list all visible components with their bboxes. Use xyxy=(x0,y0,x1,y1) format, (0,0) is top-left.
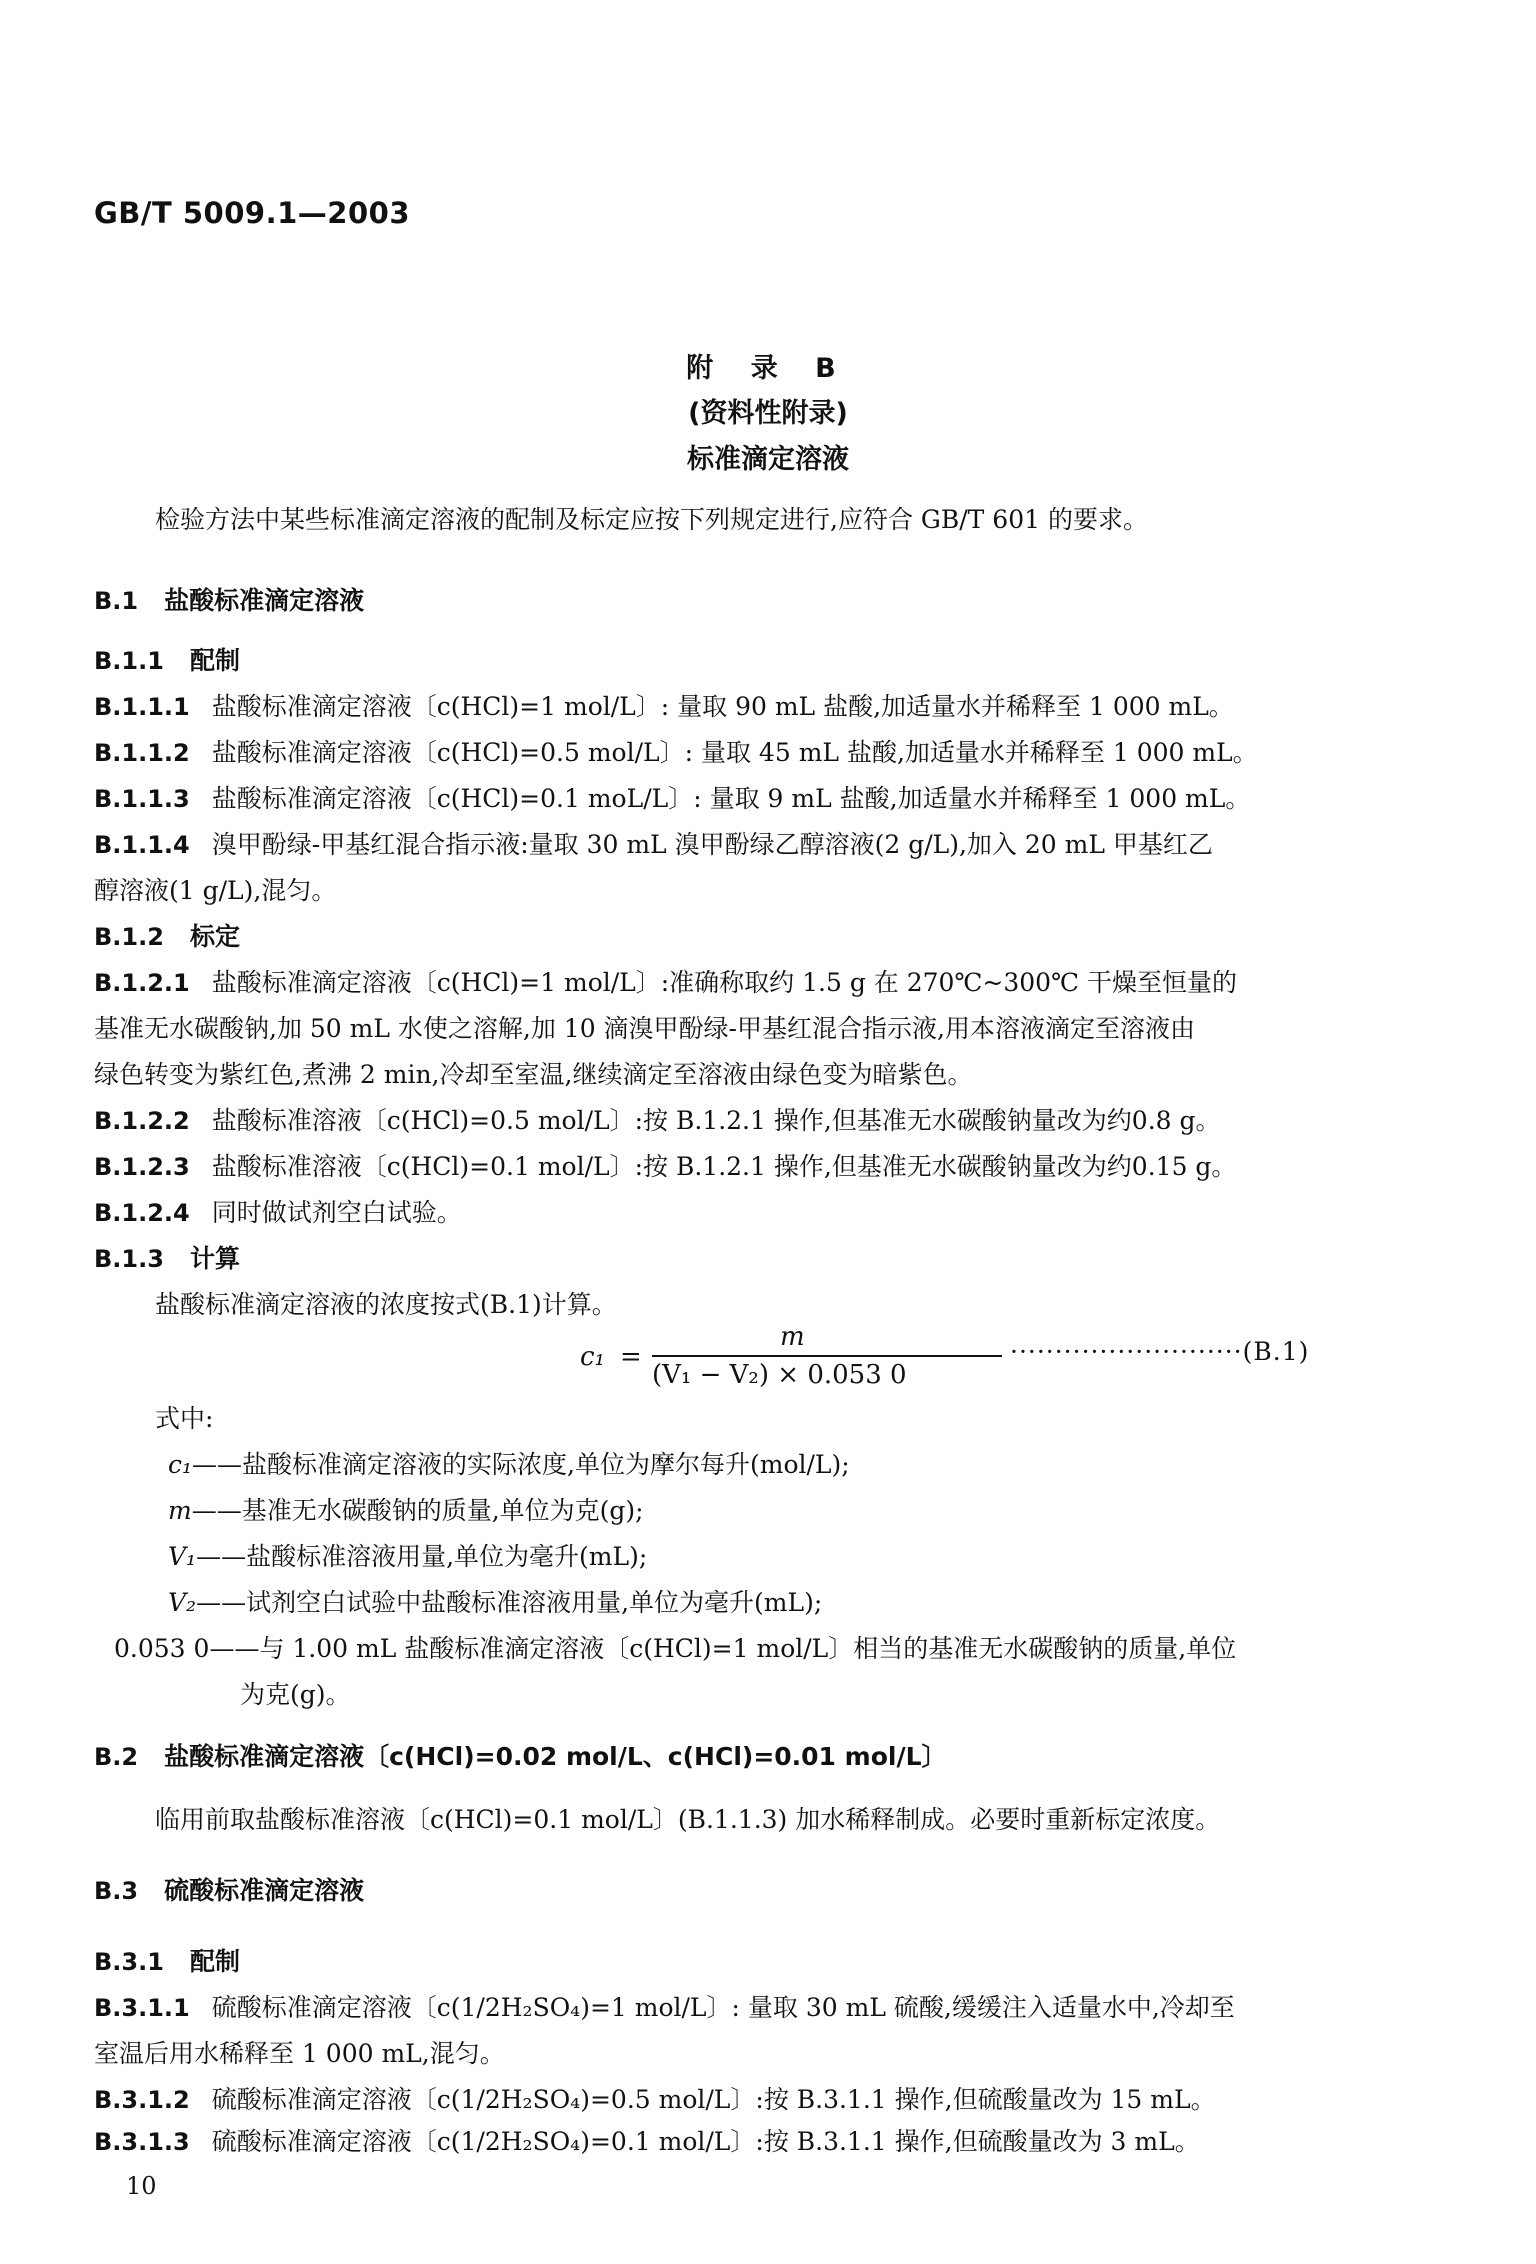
variable-v2 xyxy=(168,1586,822,1620)
section-number: B.3 xyxy=(94,1877,139,1905)
clause-text: 同时做试剂空白试验。 xyxy=(211,1198,462,1227)
section-title: 配制 xyxy=(189,1947,240,1976)
section-b1-heading xyxy=(94,584,364,618)
appendix-subtitle: (资料性附录) xyxy=(688,398,848,429)
variable-desc: ——盐酸标准溶液用量,单位为毫升(mL); xyxy=(196,1542,648,1571)
formula-numerator: m xyxy=(780,1322,805,1352)
clause-b111 xyxy=(94,690,1234,724)
clause-number: B.1.1.2 xyxy=(94,739,190,767)
where-label: 式中: xyxy=(155,1404,214,1433)
clause-number: B.3.1.1 xyxy=(94,1994,190,2022)
variable-symbol: V₂ xyxy=(168,1588,197,1617)
variable-m xyxy=(168,1494,644,1528)
clause-b121 xyxy=(94,966,1237,1000)
clause-b311-cont: 室温后用水稀释至 1 000 mL,混匀。 xyxy=(94,2039,505,2068)
variable-constant-cont: 为克(g)。 xyxy=(240,1680,351,1709)
section-b11-heading xyxy=(94,644,240,678)
variable-v1 xyxy=(168,1540,647,1574)
variable-desc: ——盐酸标准滴定溶液的实际浓度,单位为摩尔每升(mol/L); xyxy=(192,1450,850,1479)
appendix-title: 附 录 B xyxy=(686,353,850,384)
clause-b121-cont: 基准无水碳酸钠,加 50 mL 水使之溶解,加 10 滴溴甲酚绿-甲基红混合指示液,用本溶液滴定至溶液由 xyxy=(94,1014,1195,1043)
formula-lhs: c₁ xyxy=(580,1342,605,1372)
clause-number: B.1.1.3 xyxy=(94,785,190,813)
variable-constant xyxy=(114,1632,1236,1666)
section-b31-heading xyxy=(94,1945,240,1979)
fraction-bar xyxy=(652,1355,1002,1357)
section-b3-heading xyxy=(94,1874,364,1908)
variable-symbol: 0.053 0 xyxy=(114,1634,210,1663)
equation-number: ··························(B.1) xyxy=(1010,1337,1310,1366)
variable-desc: ——与 1.00 mL 盐酸标准滴定溶液〔c(HCl)=1 mol/L〕相当的基准无水碳酸钠的质量,单位 xyxy=(209,1634,1237,1663)
section-title: 盐酸标准滴定溶液〔c(HCl)=0.02 mol/L、c(HCl)=0.01 mol/L〕 xyxy=(164,1742,947,1771)
section-number: B.1.2 xyxy=(94,923,164,951)
section-b12-heading xyxy=(94,920,240,954)
section-number: B.1.1 xyxy=(94,647,164,675)
clause-text: 盐酸标准滴定溶液〔c(HCl)=0.5 mol/L〕: 量取 45 mL 盐酸,加适量水并稀释至 1 000 mL。 xyxy=(211,738,1258,767)
clause-b313 xyxy=(94,2125,1200,2159)
variable-symbol: V₁ xyxy=(168,1542,197,1571)
clause-text: 盐酸标准滴定溶液〔c(HCl)=1 mol/L〕: 量取 90 mL 盐酸,加适量水并稀释至 1 000 mL。 xyxy=(211,692,1234,721)
clause-number: B.3.1.2 xyxy=(94,2086,190,2114)
clause-text: 硫酸标准滴定溶液〔c(1/2H₂SO₄)=1 mol/L〕: 量取 30 mL 硫酸,缓缓注入适量水中,冷却至 xyxy=(211,1993,1235,2022)
section-number: B.1.3 xyxy=(94,1245,164,1273)
section-number: B.3.1 xyxy=(94,1948,164,1976)
clause-b112 xyxy=(94,736,1258,770)
section-title: 标定 xyxy=(189,922,240,951)
clause-text: 盐酸标准溶液〔c(HCl)=0.1 mol/L〕:按 B.1.2.1 操作,但基准无水碳酸钠量改为约0.15 g。 xyxy=(211,1152,1237,1181)
clause-b312 xyxy=(94,2083,1216,2117)
clause-number: B.1.2.3 xyxy=(94,1153,190,1181)
variable-c1 xyxy=(168,1448,850,1482)
appendix-name: 标准滴定溶液 xyxy=(687,444,849,475)
section-number: B.1 xyxy=(94,587,139,615)
clause-b122 xyxy=(94,1104,1221,1138)
clause-number: B.1.1.1 xyxy=(94,693,190,721)
variable-desc: ——试剂空白试验中盐酸标准溶液用量,单位为毫升(mL); xyxy=(196,1588,823,1617)
clause-text: 盐酸标准滴定溶液〔c(HCl)=1 mol/L〕:准确称取约 1.5 g 在 270℃~300℃ 干燥至恒量的 xyxy=(211,968,1237,997)
variable-symbol: c₁ xyxy=(168,1450,193,1479)
variable-desc: ——基准无水碳酸钠的质量,单位为克(g); xyxy=(191,1496,644,1525)
clause-b311 xyxy=(94,1991,1235,2025)
clause-text: 硫酸标准滴定溶液〔c(1/2H₂SO₄)=0.1 mol/L〕:按 B.3.1.1 操作,但硫酸量改为 3 mL。 xyxy=(211,2127,1200,2156)
standard-code: GB/T 5009.1—2003 xyxy=(94,196,410,230)
page-number: 10 xyxy=(126,2172,157,2200)
section-title: 硫酸标准滴定溶液 xyxy=(164,1876,365,1905)
clause-b114 xyxy=(94,828,1213,862)
section-title: 盐酸标准滴定溶液 xyxy=(164,586,365,615)
section-b2-heading xyxy=(94,1740,947,1774)
variable-symbol: m xyxy=(168,1496,192,1525)
clause-b2-text: 临用前取盐酸标准溶液〔c(HCl)=0.1 mol/L〕(B.1.1.3) 加水稀释制成。必要时重新标定浓度。 xyxy=(155,1805,1221,1834)
clause-number: B.1.2.1 xyxy=(94,969,190,997)
clause-number: B.1.2.2 xyxy=(94,1107,190,1135)
formula-equals: = xyxy=(620,1342,642,1372)
section-number: B.2 xyxy=(94,1743,139,1771)
clause-text: 盐酸标准溶液〔c(HCl)=0.5 mol/L〕:按 B.1.2.1 操作,但基准无水碳酸钠量改为约0.8 g。 xyxy=(211,1106,1221,1135)
clause-b113 xyxy=(94,782,1250,816)
formula-denominator: (V₁ − V₂) × 0.053 0 xyxy=(652,1360,907,1390)
clause-b124 xyxy=(94,1196,462,1230)
section-title: 配制 xyxy=(189,646,240,675)
clause-b121-cont2: 绿色转变为紫红色,煮沸 2 min,冷却至室温,继续滴定至溶液由绿色变为暗紫色。 xyxy=(94,1060,973,1089)
intro-paragraph: 检验方法中某些标准滴定溶液的配制及标定应按下列规定进行,应符合 GB/T 601 的要求。 xyxy=(155,505,1148,534)
clause-number: B.1.1.4 xyxy=(94,831,190,859)
calc-intro: 盐酸标准滴定溶液的浓度按式(B.1)计算。 xyxy=(155,1290,617,1319)
clause-b114-cont: 醇溶液(1 g/L),混匀。 xyxy=(94,876,337,905)
clause-text: 硫酸标准滴定溶液〔c(1/2H₂SO₄)=0.5 mol/L〕:按 B.3.1.1 操作,但硫酸量改为 15 mL。 xyxy=(211,2085,1216,2114)
clause-number: B.1.2.4 xyxy=(94,1199,190,1227)
section-b13-heading xyxy=(94,1242,240,1276)
section-title: 计算 xyxy=(189,1244,240,1273)
clause-text: 溴甲酚绿-甲基红混合指示液:量取 30 mL 溴甲酚绿乙醇溶液(2 g/L),加入 20 mL 甲基红乙 xyxy=(211,830,1213,859)
clause-b123 xyxy=(94,1150,1236,1184)
clause-number: B.3.1.3 xyxy=(94,2128,190,2156)
clause-text: 盐酸标准滴定溶液〔c(HCl)=0.1 moL/L〕: 量取 9 mL 盐酸,加适量水并稀释至 1 000 mL。 xyxy=(211,784,1251,813)
